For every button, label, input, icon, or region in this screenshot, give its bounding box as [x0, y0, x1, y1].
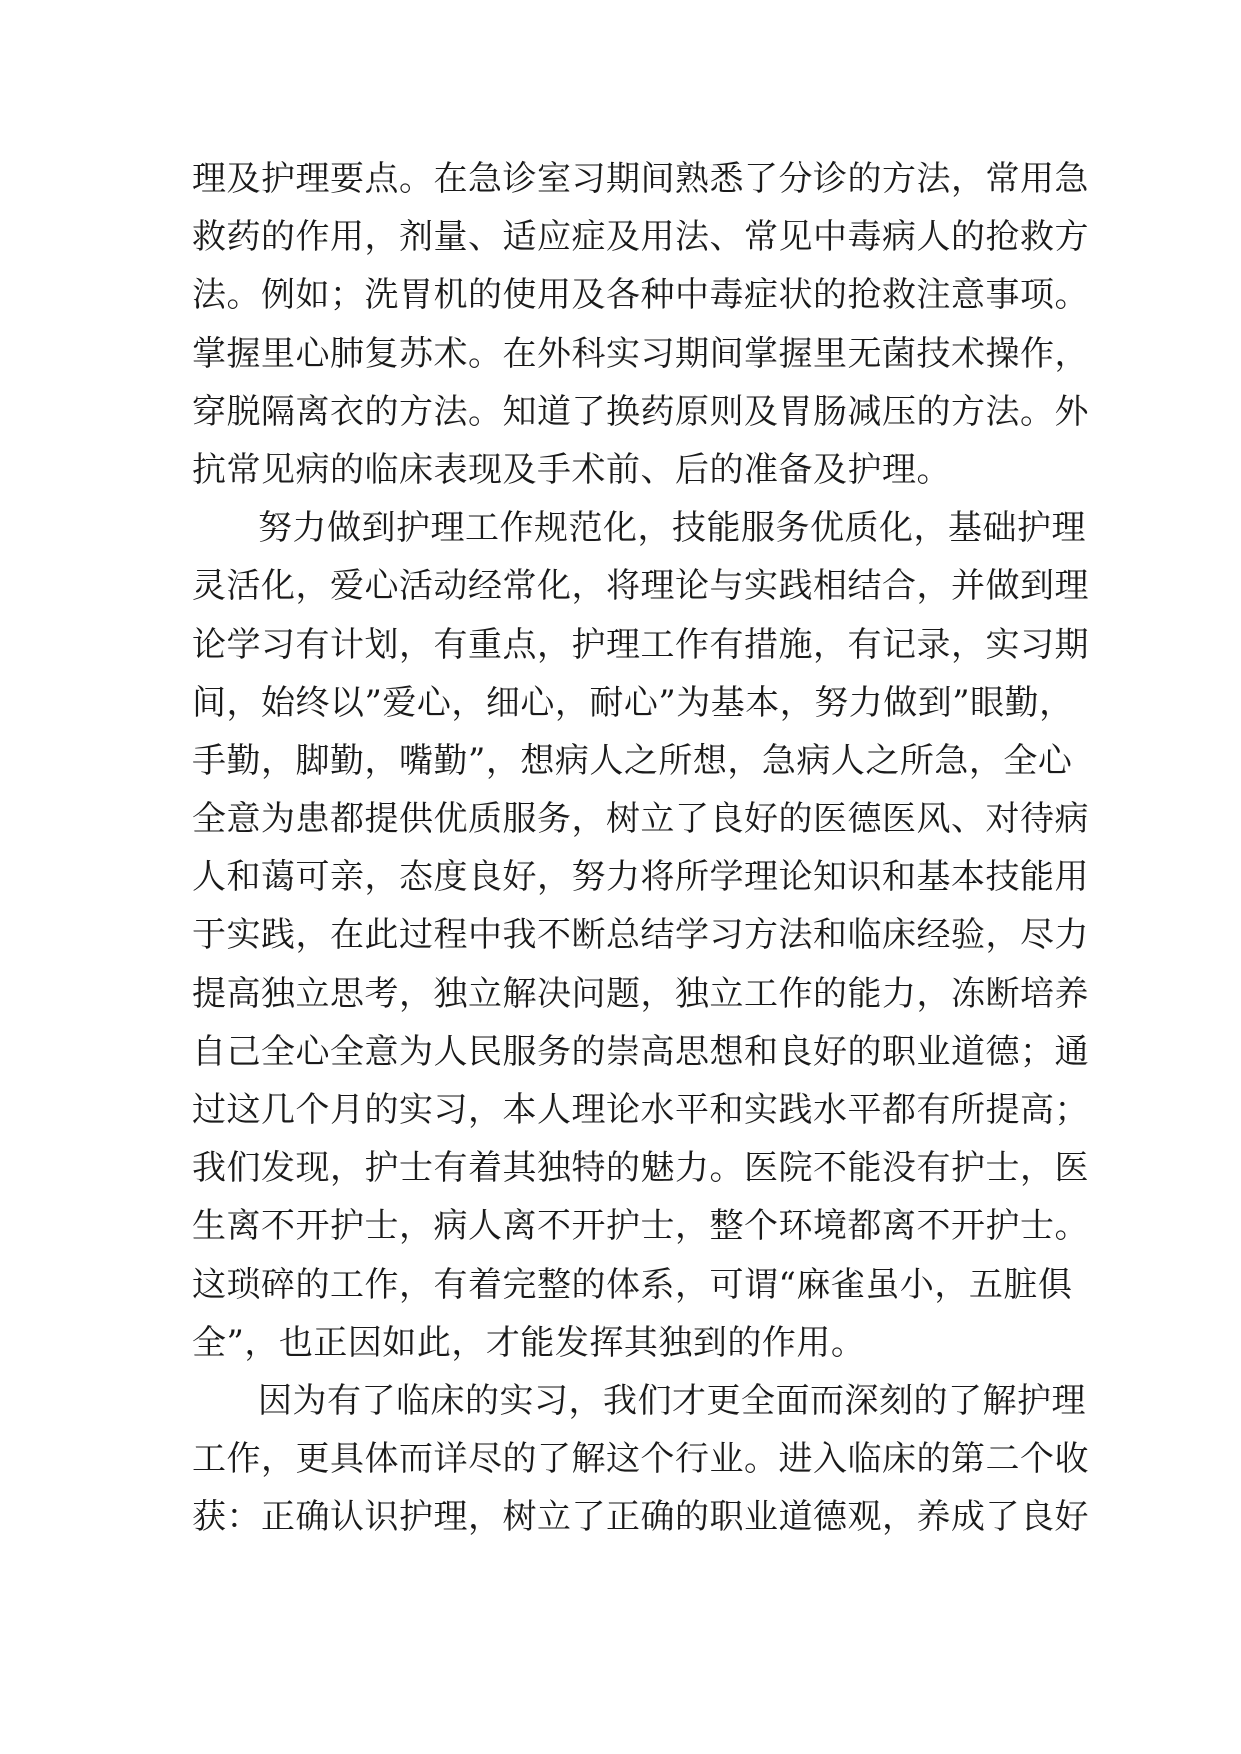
- text-line: 救药的作用，剂量、适应症及用法、常见中毒病人的抢救方: [192, 217, 1089, 258]
- paragraph-2: [192, 499, 1089, 1372]
- paragraph-3: [192, 1372, 1089, 1547]
- text-line: 工作，更具体而详尽的了解这个行业。进入临床的第二个收: [192, 1439, 1089, 1480]
- text-line: 掌握里心肺复苏术。在外科实习期间掌握里无菌技术操作，: [192, 333, 1089, 374]
- text-line: 论学习有计划，有重点，护理工作有措施，有记录，实习期: [192, 624, 1089, 665]
- text-line: 穿脱隔离衣的方法。知道了换药原则及胃肠减压的方法。外: [192, 391, 1089, 432]
- paragraph-1: [192, 150, 1089, 499]
- text-line: 因为有了临床的实习，我们才更全面而深刻的了解护理: [258, 1380, 1086, 1421]
- text-line: 我们发现，护士有着其独特的魅力。医院不能没有护士，医: [192, 1148, 1089, 1189]
- text-line: 这琐碎的工作，有着完整的体系，可谓“麻雀虽小，五脏俱: [192, 1264, 1073, 1305]
- text-line: 人和蔼可亲，态度良好，努力将所学理论知识和基本技能用: [192, 857, 1089, 898]
- text-line: 努力做到护理工作规范化，技能服务优质化，基础护理: [258, 508, 1086, 549]
- text-line: 灵活化，爱心活动经常化，将理论与实践相结合，并做到理: [192, 566, 1089, 607]
- text-line: 提高独立思考，独立解决问题，独立工作的能力，冻断培养: [192, 973, 1089, 1014]
- text-line: 法。例如；洗胃机的使用及各种中毒症状的抢救注意事项。: [192, 275, 1089, 316]
- text-line: 自己全心全意为人民服务的崇高思想和良好的职业道德；通: [192, 1031, 1089, 1072]
- document-body: [192, 150, 1089, 1547]
- text-line: 于实践，在此过程中我不断总结学习方法和临床经验，尽力: [192, 915, 1089, 956]
- text-line: 抗常见病的临床表现及手术前、后的准备及护理。: [192, 449, 951, 490]
- text-line: 过这几个月的实习，本人理论水平和实践水平都有所提高；: [192, 1090, 1089, 1130]
- text-line: 获：正确认识护理，树立了正确的职业道德观，养成了良好: [192, 1497, 1089, 1538]
- text-line: 生离不开护士，病人离不开护士，整个环境都离不开护士。: [192, 1206, 1089, 1247]
- text-line: 全意为患都提供优质服务，树立了良好的医德医风、对待病: [192, 799, 1089, 840]
- text-line: 间，始终以”爱心，细心，耐心”为基本，努力做到”眼勤，: [192, 682, 1074, 723]
- text-line: 手勤，脚勤，嘴勤”，想病人之所想，急病人之所急，全心: [192, 740, 1073, 781]
- text-line: 理及护理要点。在急诊室习期间熟悉了分诊的方法，常用急: [192, 159, 1089, 199]
- text-line: 全”，也正因如此，才能发挥其独到的作用。: [192, 1322, 866, 1363]
